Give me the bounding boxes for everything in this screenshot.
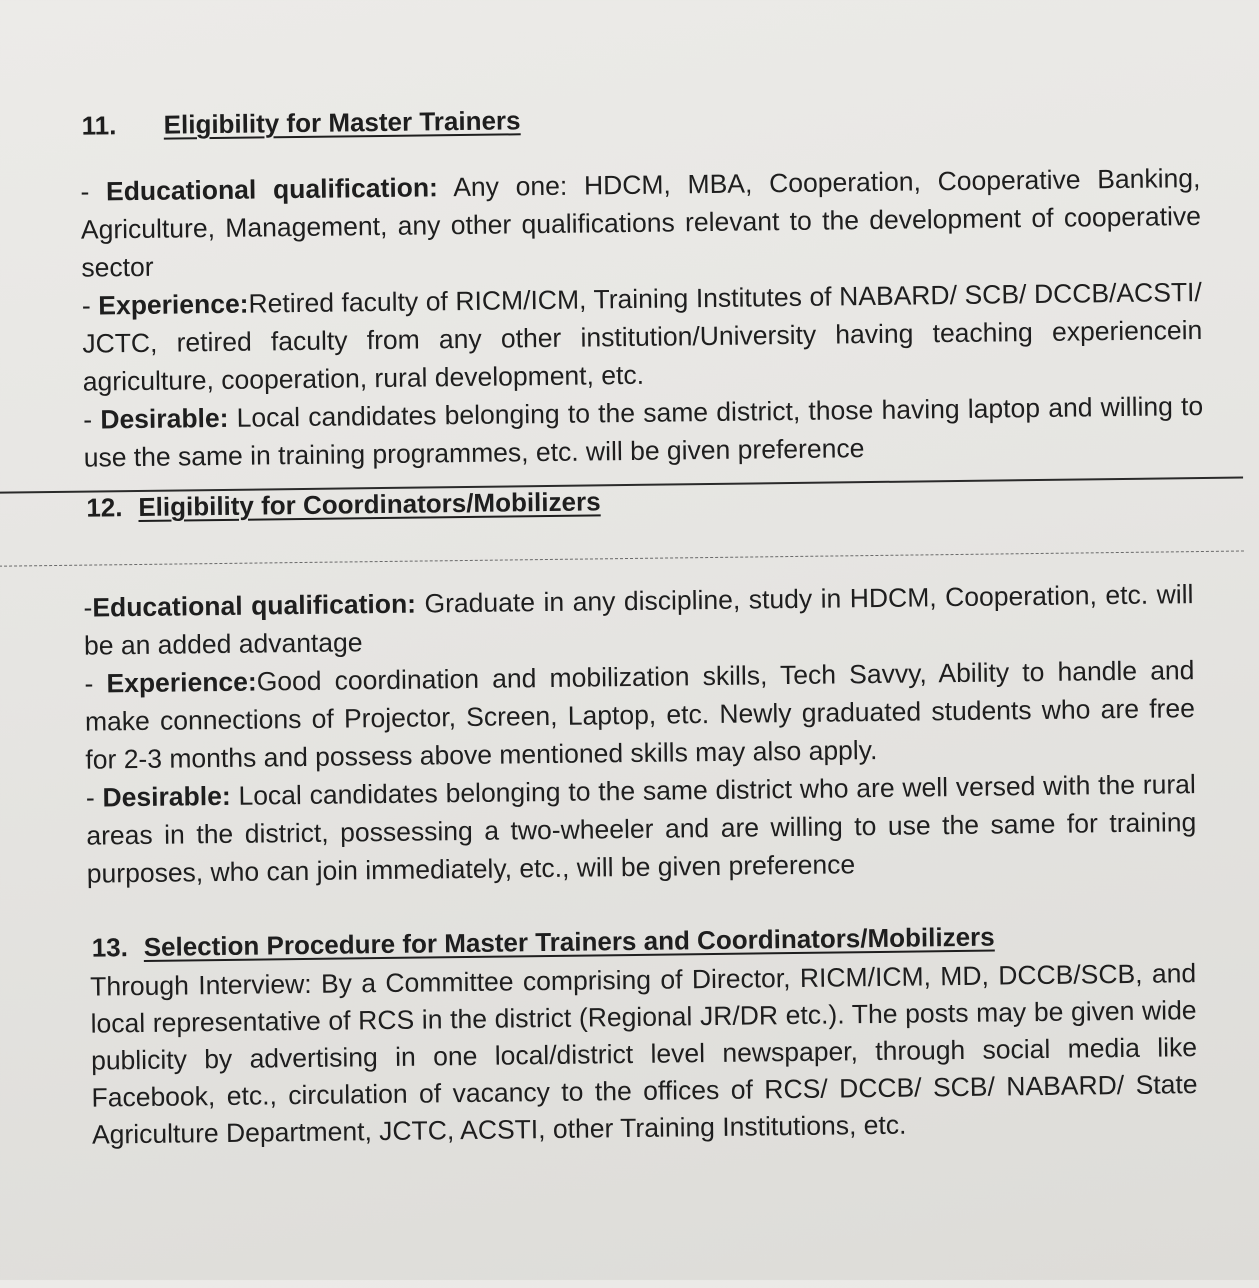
section-13-number: 13. xyxy=(91,932,129,963)
item-text: Retired faculty of RICM/ICM, Training Institutes of NABARD/ SCB/ DCCB/ACSTI/ JCTC, retired faculty from any other institution/University having teaching experiencein agriculture, cooperation, rural development, etc. xyxy=(82,276,1203,397)
section-12-heading xyxy=(86,486,601,523)
item-text: Local candidates belonging to the same district who are well versed with the rural areas in the district, possessing a two-wheeler and are willing to use the same for training purposes, who can join immediately, etc., will be given preference xyxy=(86,769,1197,889)
item-label: Educational qualification: xyxy=(92,588,417,623)
item-label: Experience: xyxy=(98,288,249,321)
item-label: Educational qualification: xyxy=(105,172,439,207)
section-11-body xyxy=(80,159,1204,477)
section-11-item-experience: - Experience:Retired faculty of RICM/ICM, Training Institutes of NABARD/ SCB/ DCCB/ACSTI/ JCTC, retired faculty from any other institution/University having teaching experiencein agriculture, cooperation, rural development, etc. xyxy=(81,276,1203,397)
item-text: Graduate in any discipline, study in HDCM, Cooperation, etc. will be an added advantage xyxy=(83,579,1194,661)
section-11-item-desirable: - Desirable: Local candidates belonging to the same district, those having laptop and willing to use the same in training programmes, etc. will be given preference xyxy=(83,390,1204,473)
section-11-number: 11. xyxy=(81,110,117,141)
section-12-title: Eligibility for Coordinators/Mobilizers xyxy=(138,486,601,522)
section-13-title: Selection Procedure for Master Trainers and Coordinators/Mobilizers xyxy=(143,921,995,962)
item-label: Desirable: xyxy=(102,780,231,813)
section-13-heading xyxy=(92,922,995,964)
section-11-heading xyxy=(81,105,520,141)
section-11-title: Eligibility for Master Trainers xyxy=(163,105,521,140)
section-12-item-educational: -Educational qualification: Graduate in any discipline, study in HDCM, Cooperation, etc. will be an added advantage xyxy=(83,579,1194,661)
item-text: Local candidates belonging to the same district, those having laptop and willing to use the same in training programmes, etc. will be given preference xyxy=(83,390,1204,473)
item-label: Desirable: xyxy=(100,402,229,435)
section-12-body xyxy=(83,575,1197,893)
item-label: Experience: xyxy=(106,666,257,699)
section-12-number: 12. xyxy=(86,492,123,523)
section-11-item-educational: - Educational qualification: Any one: HDCM, MBA, Cooperation, Cooperative Banking, Agriculture, Management, any other qualifications relevant to the development of cooperative sector xyxy=(80,162,1202,283)
section-12-item-experience: - Experience:Good coordination and mobilization skills, Tech Savvy, Ability to handle and make connections of Projector, Screen, Laptop, etc. Newly graduated students who are free for 2-3 months and possess above mentioned skills may also apply. xyxy=(84,655,1196,775)
section-divider xyxy=(0,550,1244,566)
section-13-paragraph: Through Interview: By a Committee comprising of Director, RICM/ICM, MD, DCCB/SCB, and local representative of RCS in the district (Regional JR/DR etc.). The posts may be given wide publicity by advertising in one local/district level newspaper, through social media like Facebook, etc., circulation of vacancy to the offices of RCS/ DCCB/ SCB/ NABARD/ State Agriculture Department, JCTC, ACSTI, other Training Institutions, etc. xyxy=(90,958,1198,1150)
item-text: Any one: HDCM, MBA, Cooperation, Cooperative Banking, Agriculture, Management, any other qualifications relevant to the development of cooperative sector xyxy=(80,162,1202,283)
section-13-body xyxy=(90,955,1198,1153)
section-12-item-desirable: - Desirable: Local candidates belonging to the same district who are well versed with the rural areas in the district, possessing a two-wheeler and are willing to use the same for training purposes, who can join immediately, etc., will be given preference xyxy=(85,769,1197,889)
item-text: Good coordination and mobilization skills, Tech Savvy, Ability to handle and make connections of Projector, Screen, Laptop, etc. Newly graduated students who are free for 2-3 months and possess above mentioned skills may also apply. xyxy=(84,655,1196,775)
